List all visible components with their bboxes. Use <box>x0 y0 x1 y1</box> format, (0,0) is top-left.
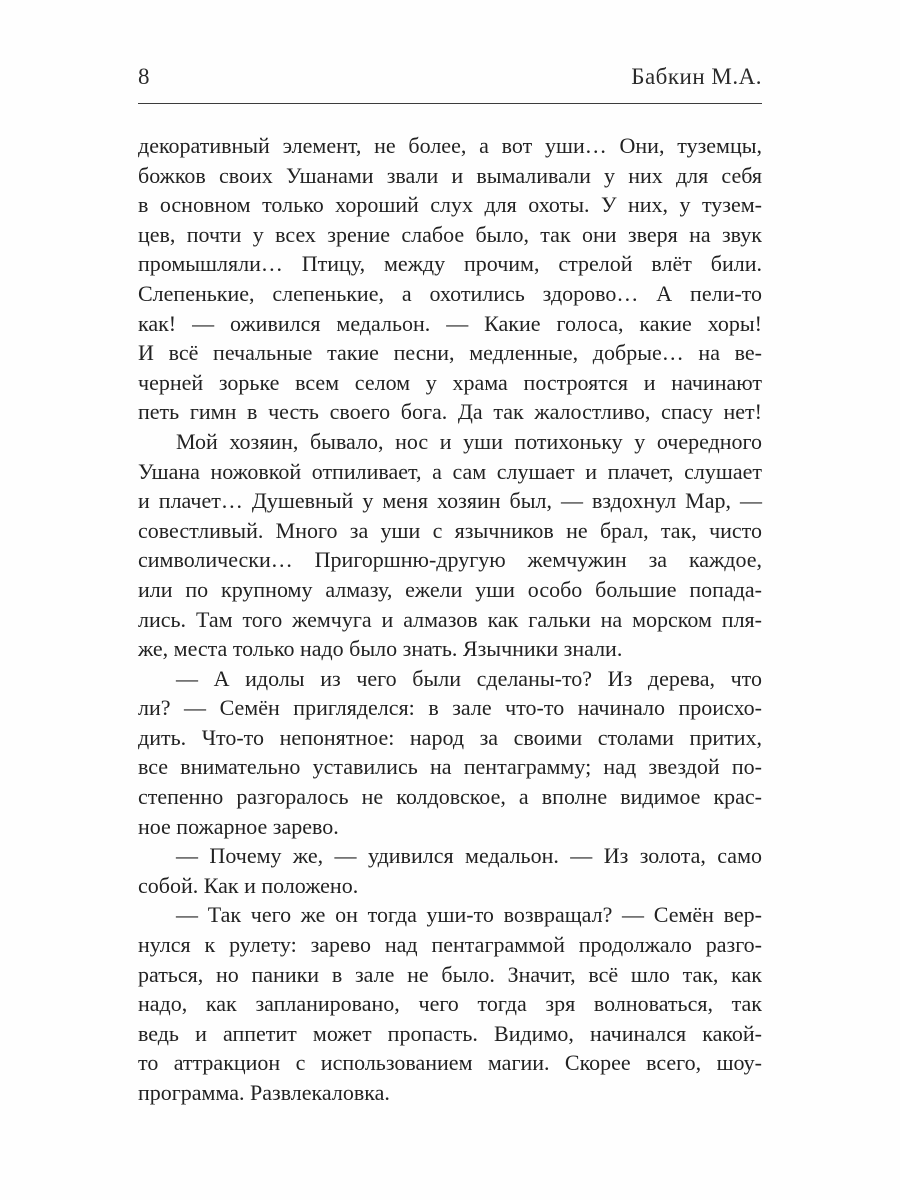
text-line: дить. Что-то непонятное: народ за своими столами притих, <box>138 724 762 750</box>
text-line: программа. Развлекаловка. <box>138 1080 390 1105</box>
header-divider-rule <box>138 103 762 104</box>
text-line: нулся к рулету: зарево над пентаграммой продолжало разго- <box>138 932 762 958</box>
text-line: и плачет… Душевный у меня хозяин был, — вздохнул Мар, — <box>138 488 762 514</box>
text-line: лись. Там того жемчуга и алмазов как гальки на морском пля- <box>138 606 762 632</box>
text-line: же, места только надо было знать. Язычники знали. <box>138 636 623 662</box>
text-line: или по крупному алмазу, ежели уши особо большие попада- <box>138 576 762 602</box>
text-line: как! — оживился медальон. — Какие голоса, какие хоры! <box>138 310 762 336</box>
text-line: — Почему же, — удивился медальон. — Из золота, само <box>176 843 762 869</box>
text-line: символически… Пригоршню-другую жемчужин за каждое, <box>138 547 762 573</box>
page-header <box>138 64 762 90</box>
text-line: промышляли… Птицу, между прочим, стрелой влёт били. <box>138 251 762 277</box>
text-line: Мой хозяин, бывало, нос и уши потихоньку у очередного <box>176 428 762 454</box>
text-line: все внимательно уставились на пентаграмму; над звездой по- <box>138 754 762 780</box>
text-line: раться, но паники в зале не было. Значит, всё шло так, как <box>138 961 762 987</box>
text-line: ведь и аппетит может пропасть. Видимо, начинался какой- <box>138 1020 762 1046</box>
running-head-author: Бабкин М.А. <box>631 64 762 89</box>
text-line: совестливый. Много за уши с язычников не брал, так, чисто <box>138 517 762 543</box>
text-line: цев, почти у всех зрение слабое было, так они зверя на звук <box>138 221 762 247</box>
text-line: Слепенькие, слепенькие, а охотились здорово… А пели-то <box>138 280 762 306</box>
text-line: декоративный элемент, не более, а вот уши… Они, туземцы, <box>138 133 762 158</box>
text-line: черней зорьке всем селом у храма построятся и начинают <box>138 369 762 395</box>
text-line: Ушана ножовкой отпиливает, а сам слушает и плачет, слушает <box>138 458 762 484</box>
text-line: божков своих Ушанами звали и вымаливали у них для себя <box>138 162 762 188</box>
text-line: петь гимн в честь своего бога. Да так жалостливо, спасу нет! <box>138 399 762 425</box>
text-line: то аттракцион с использованием магии. Скорее всего, шоу- <box>138 1050 762 1076</box>
text-line: — А идолы из чего были сделаны-то? Из дерева, что <box>176 665 762 691</box>
text-line: надо, как запланировано, чего тогда зря волноваться, так <box>138 991 762 1017</box>
text-line: ное пожарное зарево. <box>138 813 339 839</box>
text-line: И всё печальные такие песни, медленные, добрые… на ве- <box>138 340 762 366</box>
text-line: — Так чего же он тогда уши-то возвращал? — Семён вер- <box>176 902 762 928</box>
text-line: ли? — Семён пригляделся: в зале что-то начинало происхо- <box>138 695 762 721</box>
text-line: степенно разгоралось не колдовское, а вполне видимое крас- <box>138 784 762 810</box>
text-line: собой. Как и положено. <box>138 872 359 898</box>
body-text-block <box>138 131 762 1108</box>
page-number: 8 <box>138 64 150 89</box>
text-line: в основном только хороший слух для охоты. У них, у тузем- <box>138 192 762 218</box>
